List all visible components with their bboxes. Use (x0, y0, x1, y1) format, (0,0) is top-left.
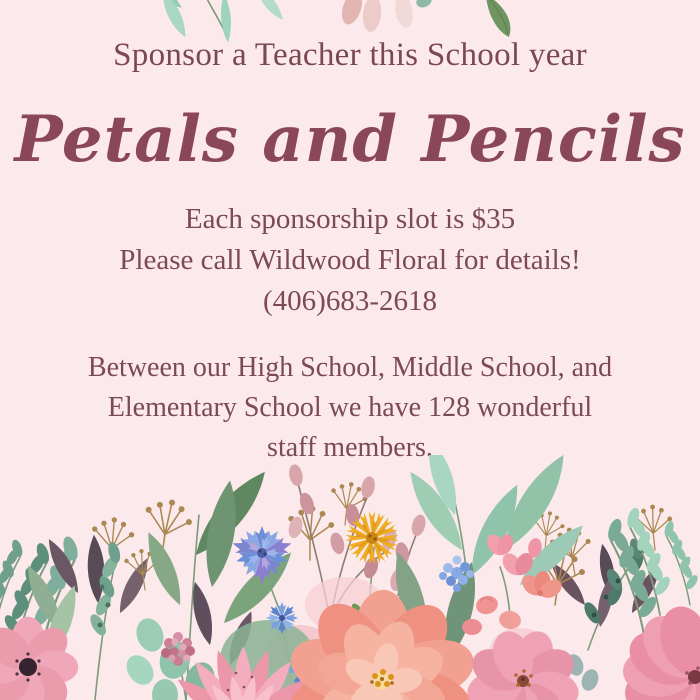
flyer-headline: Sponsor a Teacher this School year (113, 37, 587, 73)
phone-number: (406)683-2618 (263, 285, 437, 317)
coral-rose-buds (462, 570, 565, 635)
flyer-title-script: Petals and Pencils (14, 102, 686, 177)
bottom-floral-border (0, 455, 700, 700)
top-pink-petals (338, 0, 434, 33)
pricing-block (0, 199, 700, 322)
pricing-line-2: Please call Wildwood Floral for details! (119, 244, 581, 276)
blue-cornflower (230, 526, 294, 584)
staff-note-line-3: staff members. (267, 432, 433, 463)
top-green-leaf (486, 0, 510, 37)
pricing-line-1: Each sponsorship slot is $35 (184, 203, 516, 235)
staff-note-line-2: Elementary School we have 128 wonderful (107, 392, 593, 423)
staff-note-line-1: Between our High School, Middle School, and (87, 352, 613, 383)
staff-note-block (0, 348, 700, 468)
far-right-pink-flower (619, 601, 700, 700)
